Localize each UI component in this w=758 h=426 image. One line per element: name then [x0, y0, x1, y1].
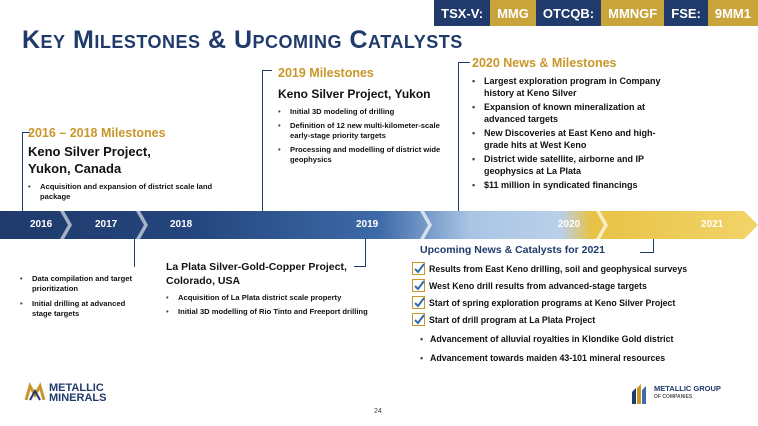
- milestone-list: [472, 76, 672, 192]
- project-name-line2: Colorado, USA: [166, 275, 241, 287]
- bracket-connector: [458, 62, 470, 212]
- list-item: [412, 311, 742, 328]
- checkbox-icon: [412, 313, 425, 326]
- timeline-year: 2017: [95, 219, 118, 230]
- milestone-list: [166, 293, 396, 317]
- list-item: • Acquisition of La Plata district scale property: [166, 293, 396, 303]
- milestone-list: [20, 274, 140, 319]
- mg-logo-icon: [630, 382, 650, 404]
- upcoming-catalysts: [412, 244, 742, 366]
- ticker-symbol: MMG: [490, 0, 536, 26]
- logo-line2: OF COMPANIES: [654, 394, 693, 400]
- ticker-exchange: OTCQB:: [536, 0, 601, 26]
- ticker-symbol: MMNGF: [601, 0, 664, 26]
- catalyst-text: Results from East Keno drilling, soil and geophysical surveys: [429, 263, 688, 274]
- timeline-year: 2020: [558, 219, 581, 230]
- timeline-year: 2021: [701, 219, 724, 230]
- project-name-line1: La Plata Silver-Gold-Copper Project,: [166, 261, 347, 273]
- ticker-exchange: FSE:: [664, 0, 708, 26]
- milestone-list: [278, 107, 458, 165]
- catalyst-text: Advancement of alluvial royalties in Klondike Gold district: [430, 333, 674, 344]
- list-item: • Initial 3D modeling of drilling: [278, 107, 458, 117]
- project-name: Keno Silver Project, Yukon: [278, 87, 431, 101]
- checkbox-icon: [412, 262, 425, 275]
- milestone-list: [28, 182, 218, 202]
- catalyst-text: Advancement towards maiden 43-101 mineral resources: [430, 352, 666, 363]
- bullet-icon: •: [420, 333, 424, 344]
- catalyst-text: Start of drill program at La Plata Project: [429, 314, 596, 325]
- list-item: [412, 294, 742, 311]
- checkbox-icon: [412, 279, 425, 292]
- list-item: [412, 349, 742, 366]
- milestones-2020: [472, 56, 672, 195]
- logo-line1: METALLIC: [49, 382, 104, 394]
- timeline-year: 2018: [170, 219, 193, 230]
- page-number: 24: [374, 408, 382, 415]
- page-title: Key Milestones & Upcoming Catalysts: [22, 26, 463, 54]
- milestone-heading: 2019 Milestones: [278, 66, 374, 80]
- ticker-bar: [434, 0, 758, 26]
- catalyst-text: Start of spring exploration programs at Keno Silver Project: [429, 297, 676, 308]
- catalyst-text: West Keno drill results from advanced-stage targets: [429, 280, 647, 291]
- list-item: • Expansion of known mineralization at advanced targets: [472, 102, 672, 125]
- timeline-year: 2016: [30, 219, 53, 230]
- milestones-2017-below: [20, 274, 140, 324]
- milestone-heading: 2016 – 2018 Milestones: [28, 126, 166, 140]
- list-item: [412, 277, 742, 294]
- milestones-2019: [278, 66, 458, 169]
- bullet-icon: •: [420, 352, 424, 363]
- list-item: • Processing and modelling of district wide geophysics: [278, 145, 458, 165]
- ticker-symbol: 9MM1: [708, 0, 758, 26]
- milestone-heading: 2020 News & Milestones: [472, 56, 617, 70]
- milestones-2016-2018: [28, 126, 218, 202]
- checkbox-icon: [412, 296, 425, 309]
- project-name-line2: Yukon, Canada: [28, 161, 122, 176]
- list-item: [412, 260, 742, 277]
- logo-line1: METALLIC GROUP: [654, 384, 721, 393]
- project-name-line1: Keno Silver Project,: [28, 144, 151, 159]
- list-item: • Largest exploration program in Company history at Keno Silver: [472, 76, 672, 99]
- list-item: • Acquisition and expansion of district scale land package: [28, 182, 218, 202]
- list-item: • Definition of 12 new multi-kilometer-scale early-stage priority targets: [278, 121, 458, 141]
- upcoming-heading: Upcoming News & Catalysts for 2021: [420, 244, 605, 256]
- mm-logo-icon: [24, 382, 46, 404]
- la-plata-project: [166, 260, 396, 321]
- metallic-minerals-logo: [24, 382, 106, 404]
- list-item: • Initial 3D modelling of Rio Tinto and Freeport drilling: [166, 307, 396, 317]
- metallic-group-logo: [630, 382, 721, 404]
- bracket-connector: [262, 70, 272, 212]
- timeline-year: 2019: [356, 219, 379, 230]
- list-item: • Initial drilling at advanced stage targets: [20, 299, 140, 319]
- bracket-connector: [134, 239, 135, 267]
- list-item: • $11 million in syndicated financings: [472, 180, 672, 192]
- logo-line2: MINERALS: [49, 392, 107, 404]
- list-item: • District wide satellite, airborne and IP geophysics at La Plata: [472, 154, 672, 177]
- ticker-exchange: TSX-V:: [434, 0, 490, 26]
- list-item: • New Discoveries at East Keno and high-grade hits at West Keno: [472, 128, 672, 151]
- list-item: [412, 330, 742, 347]
- bracket-connector: [22, 132, 30, 212]
- list-item: • Data compilation and target prioritization: [20, 274, 140, 294]
